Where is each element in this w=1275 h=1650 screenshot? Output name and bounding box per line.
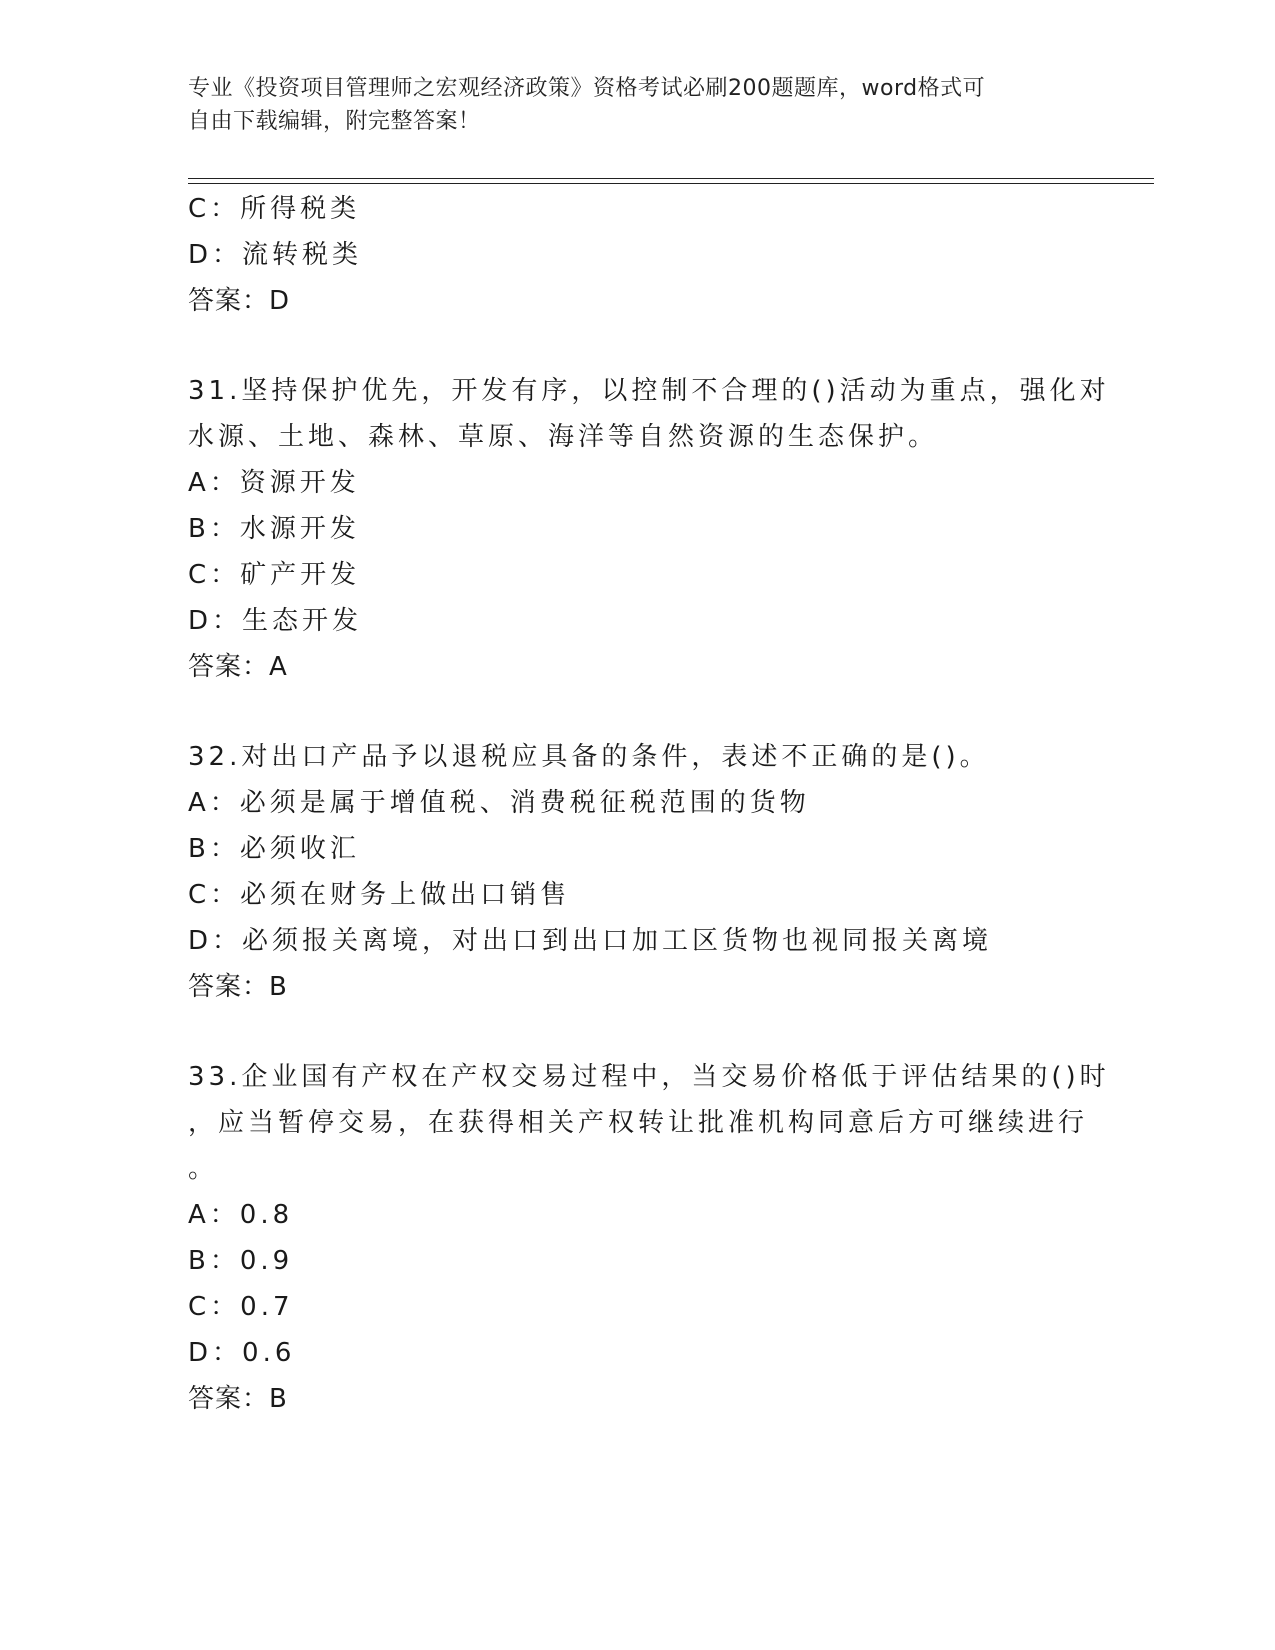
question-text-line: 水源、土地、森林、草原、海洋等自然资源的生态保护。 — [188, 422, 939, 452]
option-b: B：0.9 — [188, 1246, 294, 1276]
option-b: B：水源开发 — [188, 514, 360, 544]
option-c: C：所得税类 — [188, 194, 361, 224]
spacer — [188, 324, 1088, 368]
option-d: D：生态开发 — [188, 606, 363, 636]
header-divider-bottom — [188, 183, 1154, 184]
question-text-line: 31.坚持保护优先，开发有序，以控制不合理的()活动为重点，强化对 — [188, 376, 1110, 406]
spacer — [188, 690, 1088, 734]
question-text-line: ，应当暂停交易，在获得相关产权转让批准机构同意后方可继续进行 — [188, 1108, 1089, 1138]
header-line-2: 自由下载编辑，附完整答案！ — [188, 109, 481, 134]
question-text-line: 32.对出口产品予以退税应具备的条件，表述不正确的是()。 — [188, 742, 990, 772]
option-a: A：0.8 — [188, 1200, 294, 1230]
option-b: B：必须收汇 — [188, 834, 360, 864]
option-d: D：流转税类 — [188, 240, 363, 270]
option-d: D：必须报关离境，对出口到出口加工区货物也视同报关离境 — [188, 926, 993, 956]
header-divider-top — [188, 178, 1154, 179]
answer-line: 答案：B — [188, 1384, 288, 1414]
option-a: A：资源开发 — [188, 468, 360, 498]
answer-line: 答案：A — [188, 652, 288, 682]
option-d: D：0.6 — [188, 1338, 296, 1368]
document-header — [188, 72, 1068, 138]
question-32 — [188, 734, 1088, 1010]
option-c: C：0.7 — [188, 1292, 294, 1322]
option-c: C：矿产开发 — [188, 560, 361, 590]
answer-line: 答案：B — [188, 972, 288, 1002]
header-line-1: 专业《投资项目管理师之宏观经济政策》资格考试必刷200题题库，word格式可 — [188, 76, 986, 101]
document-body — [188, 186, 1110, 1422]
question-text-line: 。 — [188, 1154, 219, 1184]
spacer — [188, 1010, 1088, 1054]
option-c: C：必须在财务上做出口销售 — [188, 880, 571, 910]
question-30-tail — [188, 186, 1088, 324]
question-33 — [188, 1054, 1110, 1422]
option-a: A：必须是属于增值税、消费税征税范围的货物 — [188, 788, 810, 818]
question-text-line: 33.企业国有产权在产权交易过程中，当交易价格低于评估结果的()时 — [188, 1062, 1110, 1092]
question-31 — [188, 368, 1110, 690]
answer-line: 答案：D — [188, 286, 291, 316]
